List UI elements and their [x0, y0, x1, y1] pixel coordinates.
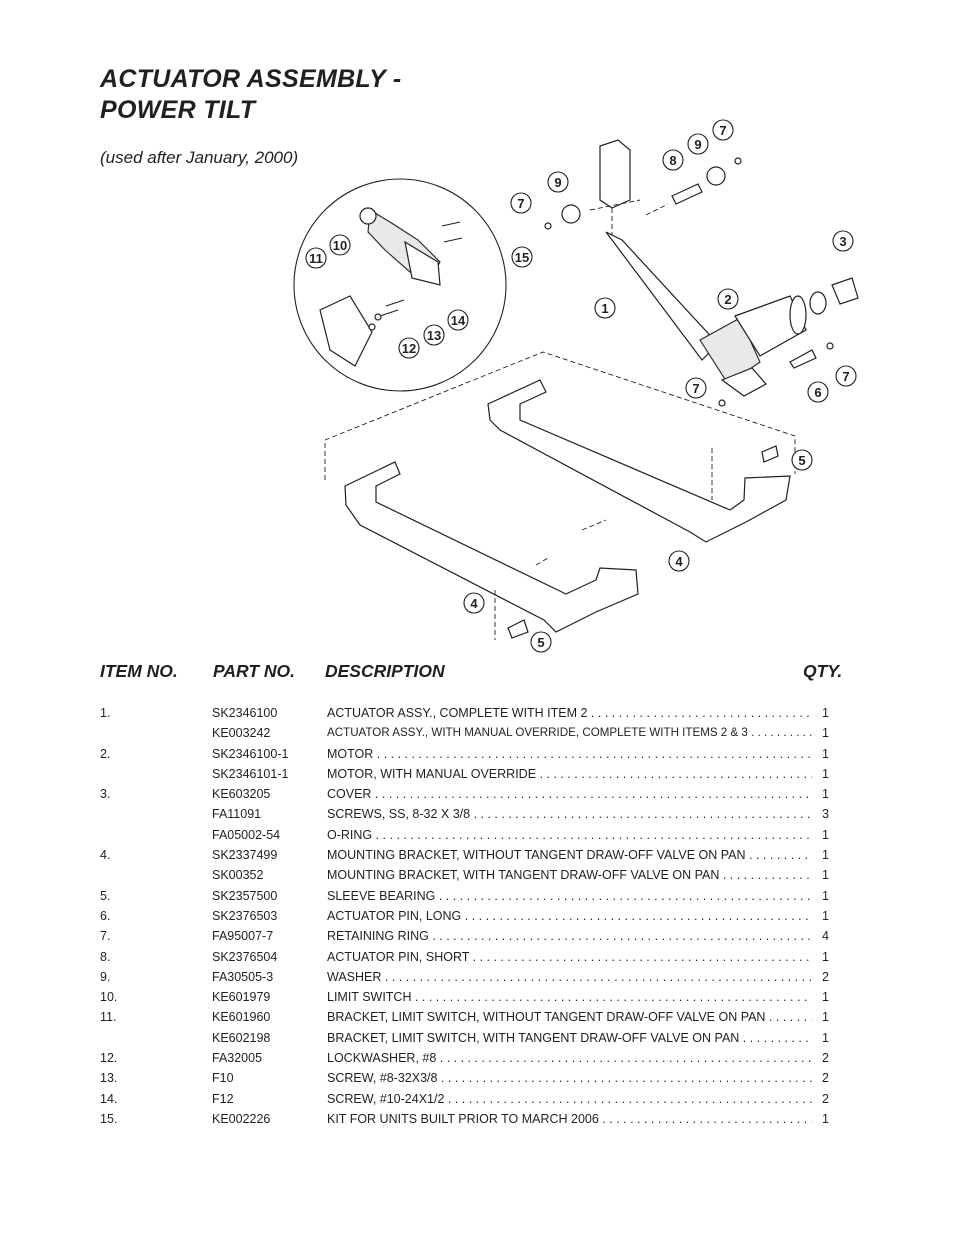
- parts-row: [0, 703, 954, 723]
- parts-row: [0, 865, 954, 885]
- part-qty: 2: [812, 967, 829, 987]
- item-number: 11.: [100, 1010, 117, 1025]
- part-number: F12: [212, 1091, 234, 1106]
- svg-text:5: 5: [798, 453, 806, 468]
- item-number: 6.: [100, 908, 111, 923]
- callout-7-top-left: [511, 193, 531, 213]
- item-number: 4.: [100, 848, 111, 863]
- parts-row: [0, 764, 954, 784]
- part-description: COVER . . .: [327, 784, 826, 804]
- part-description: SCREW, #10-24X1/2 . . .: [327, 1089, 826, 1109]
- item-number: 14.: [100, 1091, 118, 1106]
- parts-row: [0, 845, 954, 865]
- part-number: SK00352: [212, 868, 264, 883]
- parts-row: [0, 1007, 954, 1027]
- part-number: KE603205: [212, 787, 271, 802]
- header-item-no: ITEM NO.: [100, 661, 178, 681]
- part-qty: 3: [812, 804, 829, 824]
- callout-8: [663, 150, 683, 170]
- mounting-brackets: [345, 380, 790, 640]
- part-qty: 2: [812, 1048, 829, 1068]
- part-number: SK2337499: [212, 848, 278, 863]
- item-number: 1.: [100, 706, 111, 720]
- part-description: KIT FOR UNITS BUILT PRIOR TO MARCH 2006 . . .: [327, 1109, 826, 1129]
- part-qty: 2: [812, 1089, 829, 1109]
- item-number: 2.: [100, 746, 111, 761]
- part-qty: 1: [812, 703, 829, 723]
- svg-text:7: 7: [692, 381, 700, 396]
- part-number: KE601960: [212, 1010, 271, 1025]
- svg-text:11: 11: [309, 251, 323, 266]
- callout-7-right: [836, 366, 856, 386]
- part-number: KE003242: [212, 726, 271, 741]
- part-description: SCREW, #8-32X3/8 . . .: [327, 1068, 826, 1088]
- svg-text:4: 4: [675, 554, 683, 569]
- header-part-no: PART NO.: [213, 661, 295, 681]
- svg-text:4: 4: [470, 596, 478, 611]
- svg-text:9: 9: [694, 137, 702, 152]
- part-number: FA11091: [212, 807, 262, 822]
- actuator-assembly: [545, 140, 858, 406]
- part-qty: 1: [812, 947, 829, 967]
- part-qty: 1: [812, 865, 829, 885]
- parts-row: [0, 1028, 954, 1048]
- part-description: LIMIT SWITCH . . .: [327, 987, 826, 1007]
- callout-7-top-right: [713, 120, 733, 140]
- part-number: F10: [212, 1071, 234, 1086]
- callout-7-middle: [686, 378, 706, 398]
- part-qty: 1: [812, 1028, 829, 1048]
- callout-9-top-right: [688, 134, 708, 154]
- callout-9-top-left: [548, 172, 568, 192]
- part-description: ACTUATOR PIN, LONG . . .: [327, 906, 826, 926]
- part-description: MOUNTING BRACKET, WITHOUT TANGENT DRAW-OFF VALVE ON PAN . . .: [327, 845, 826, 865]
- part-number: FA30505-3: [212, 969, 274, 984]
- parts-row: [0, 804, 954, 824]
- page-subtitle: (used after January, 2000): [100, 148, 299, 167]
- inset-detail-circle: [294, 179, 506, 391]
- item-number: 5.: [100, 888, 111, 903]
- callout-11: [306, 248, 326, 268]
- part-description: SCREWS, SS, 8-32 X 3/8 . . .: [327, 804, 826, 824]
- part-number: KE002226: [212, 1111, 271, 1126]
- part-qty: 2: [812, 1068, 829, 1088]
- part-qty: 1: [812, 723, 829, 743]
- part-number: SK2346100: [212, 706, 278, 720]
- item-number: 15.: [100, 1111, 118, 1126]
- callout-14: [448, 310, 468, 330]
- part-qty: 1: [812, 744, 829, 764]
- part-number: FA32005: [212, 1051, 263, 1066]
- svg-text:7: 7: [517, 196, 525, 211]
- part-description: MOUNTING BRACKET, WITH TANGENT DRAW-OFF VALVE ON PAN . . .: [327, 865, 826, 885]
- part-description: SLEEVE BEARING . . .: [327, 886, 826, 906]
- svg-text:1: 1: [601, 301, 609, 316]
- svg-text:3: 3: [839, 234, 847, 249]
- part-description: ACTUATOR PIN, SHORT . . .: [327, 947, 826, 967]
- header-description: DESCRIPTION: [325, 661, 445, 681]
- item-number: 13.: [100, 1071, 118, 1086]
- svg-text:12: 12: [401, 341, 417, 356]
- svg-text:7: 7: [842, 369, 850, 384]
- part-number: FA05002-54: [212, 827, 281, 842]
- svg-text:13: 13: [426, 328, 442, 343]
- part-description: MOTOR . . .: [327, 744, 826, 764]
- parts-row: [0, 1068, 954, 1088]
- part-qty: 1: [812, 845, 829, 865]
- title-line-1: ACTUATOR ASSEMBLY -: [100, 65, 402, 93]
- item-number: 7.: [100, 929, 111, 944]
- part-description: MOTOR, WITH MANUAL OVERRIDE . . .: [327, 764, 826, 784]
- item-number: 12.: [100, 1051, 118, 1066]
- item-number: 9.: [100, 969, 111, 984]
- part-description: ACTUATOR ASSY., WITH MANUAL OVERRIDE, COMPLETE WITH ITEMS 2 & 3 . . .: [327, 723, 826, 743]
- parts-row: [0, 1089, 954, 1109]
- header-qty: QTY.: [803, 661, 843, 681]
- svg-text:7: 7: [719, 123, 727, 138]
- part-qty: 1: [812, 987, 829, 1007]
- parts-row: [0, 825, 954, 845]
- part-description: O-RING . . .: [327, 825, 826, 845]
- svg-text:8: 8: [669, 153, 677, 168]
- callout-5-lower: [531, 632, 551, 652]
- parts-row: [0, 886, 954, 906]
- callout-10: [330, 235, 350, 255]
- parts-row: [0, 947, 954, 967]
- svg-text:9: 9: [554, 175, 562, 190]
- part-qty: 1: [812, 784, 829, 804]
- svg-text:10: 10: [332, 238, 348, 253]
- part-number: SK2346100-1: [212, 746, 289, 761]
- part-description: BRACKET, LIMIT SWITCH, WITH TANGENT DRAW-OFF VALVE ON PAN . . .: [327, 1028, 826, 1048]
- item-number: 10.: [100, 990, 118, 1005]
- part-qty: 4: [812, 926, 829, 946]
- part-number: SK2376503: [212, 908, 278, 923]
- part-number: SK2346101-1: [212, 766, 289, 781]
- part-qty: 1: [812, 906, 829, 926]
- parts-row: [0, 906, 954, 926]
- exploded-parts-diagram: [290, 110, 880, 655]
- parts-list: [0, 703, 954, 1129]
- callout-12: [399, 338, 419, 358]
- svg-text:2: 2: [724, 292, 732, 307]
- callout-2: [718, 289, 738, 309]
- parts-row: [0, 744, 954, 764]
- callout-5-upper: [792, 450, 812, 470]
- callout-4-left: [464, 593, 484, 613]
- part-description: RETAINING RING . . .: [327, 926, 826, 946]
- part-number: KE601979: [212, 990, 271, 1005]
- part-qty: 1: [812, 1007, 829, 1027]
- part-number: SK2376504: [212, 949, 278, 964]
- part-qty: 1: [812, 1109, 829, 1129]
- callout-15: [512, 247, 532, 267]
- part-description: WASHER . . .: [327, 967, 826, 987]
- part-number: FA95007-7: [212, 929, 274, 944]
- parts-row: [0, 723, 954, 743]
- callout-4-right: [669, 551, 689, 571]
- callout-13: [424, 325, 444, 345]
- parts-row: [0, 987, 954, 1007]
- parts-row: [0, 1048, 954, 1068]
- callout-1: [595, 298, 615, 318]
- item-number: 3.: [100, 787, 111, 802]
- svg-text:5: 5: [537, 635, 545, 650]
- callout-3: [833, 231, 853, 251]
- parts-row: [0, 1109, 954, 1129]
- callout-labels: [306, 120, 856, 652]
- svg-text:6: 6: [814, 385, 822, 400]
- parts-row: [0, 784, 954, 804]
- part-qty: 1: [812, 825, 829, 845]
- part-description: ACTUATOR ASSY., COMPLETE WITH ITEM 2 . . .: [327, 703, 826, 723]
- svg-text:14: 14: [450, 313, 466, 328]
- parts-row: [0, 926, 954, 946]
- part-description: LOCKWASHER, #8 . . .: [327, 1048, 826, 1068]
- part-qty: 1: [812, 886, 829, 906]
- title-line-2: POWER TILT: [100, 96, 256, 124]
- parts-row: [0, 967, 954, 987]
- callout-6: [808, 382, 828, 402]
- svg-text:15: 15: [514, 250, 530, 265]
- part-number: SK2357500: [212, 888, 278, 903]
- part-qty: 1: [812, 764, 829, 784]
- item-number: 8.: [100, 949, 111, 964]
- part-description: BRACKET, LIMIT SWITCH, WITHOUT TANGENT DRAW-OFF VALVE ON PAN . . .: [327, 1007, 826, 1027]
- part-number: KE602198: [212, 1030, 271, 1045]
